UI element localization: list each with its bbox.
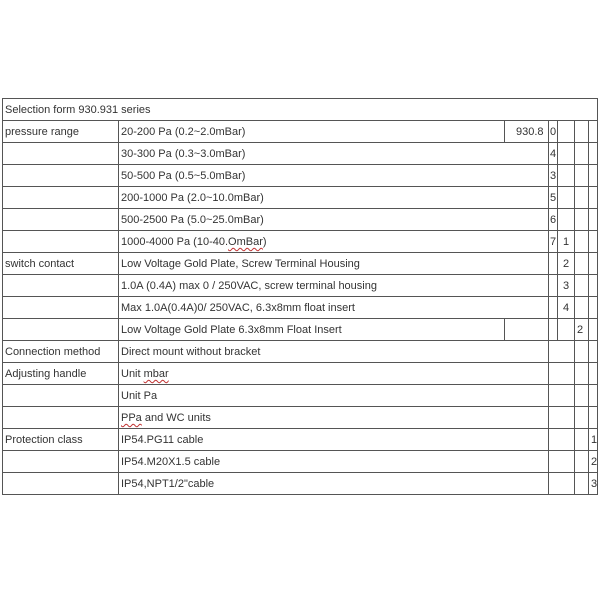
rule [2, 296, 598, 297]
option-cell: Low Voltage Gold Plate, Screw Terminal Housing [121, 258, 360, 270]
rule [2, 406, 598, 407]
rule [2, 450, 598, 451]
rule [2, 384, 598, 385]
option-cell [121, 411, 211, 425]
code-cell: 0 [550, 126, 557, 138]
option-cell: Low Voltage Gold Plate 6.3x8mm Float Insert [121, 324, 342, 336]
rule [2, 120, 598, 121]
category-protection-class: Protection class [5, 434, 83, 446]
rule [2, 230, 598, 231]
rule-top [2, 98, 598, 99]
option-cell: IP54.M20X1.5 cable [121, 456, 221, 468]
code-cell: 3 [591, 478, 598, 490]
option-cell: 1.0A (0.4A) max 0 / 250VAC, screw terminal housing [121, 280, 377, 292]
rule [2, 318, 598, 319]
code-cell: 3 [550, 170, 557, 182]
rule [2, 274, 598, 275]
rule [2, 472, 598, 473]
option-cell [121, 367, 169, 381]
rule [2, 142, 598, 143]
code-cell: 1 [563, 236, 570, 248]
spellcheck-word: OmBar [228, 236, 263, 248]
code-cell: 3 [563, 280, 570, 292]
option-text: 1000-4000 Pa (10-40. [121, 236, 229, 248]
code-cell: 4 [563, 302, 570, 314]
rule-category-divider [118, 120, 119, 495]
rule-prefix-divider [504, 120, 505, 142]
code-cell: 2 [591, 456, 598, 468]
rule-code-col-1 [548, 120, 549, 495]
spellcheck-word: mbar [143, 368, 169, 380]
code-cell: 4 [550, 148, 557, 160]
rule [2, 208, 598, 209]
category-pressure-range: pressure range [5, 126, 79, 138]
category-connection-method: Connection method [5, 346, 101, 358]
option-cell: Direct mount without bracket [121, 346, 261, 358]
option-cell: Max 1.0A(0.4A)0/ 250VAC, 6.3x8mm float insert [121, 302, 355, 314]
option-cell: IP54.PG11 cable [121, 434, 204, 446]
code-cell: 2 [577, 324, 584, 336]
model-prefix: 930.8 [516, 126, 544, 138]
option-cell: 500-2500 Pa (5.0~25.0mBar) [121, 214, 264, 226]
rule-code-col-3 [574, 120, 575, 495]
code-cell: 2 [563, 258, 570, 270]
spellcheck-word: PPa [121, 412, 142, 424]
option-cell: Unit Pa [121, 390, 158, 402]
rule [2, 164, 598, 165]
option-cell: 30-300 Pa (0.3~3.0mBar) [121, 148, 246, 160]
rule-code-col-2 [557, 120, 558, 340]
option-text: and WC units [141, 412, 211, 424]
rule [2, 362, 598, 363]
category-switch-contact: switch contact [5, 258, 75, 270]
option-cell: 20-200 Pa (0.2~2.0mBar) [121, 126, 246, 138]
code-cell: 6 [550, 214, 557, 226]
code-cell: 1 [591, 434, 598, 446]
option-cell [121, 235, 267, 249]
option-cell: 200-1000 Pa (2.0~10.0mBar) [121, 192, 264, 204]
table-title: Selection form 930.931 series [5, 104, 151, 116]
rule [2, 252, 598, 253]
option-cell: 50-500 Pa (0.5~5.0mBar) [121, 170, 246, 182]
code-cell: 7 [550, 236, 557, 248]
rule [504, 318, 505, 340]
rule-bottom [2, 494, 598, 495]
rule [2, 340, 598, 341]
rule [2, 186, 598, 187]
option-cell: IP54,NPT1/2"cable [121, 478, 215, 490]
rule-right [597, 98, 598, 495]
code-cell: 5 [550, 192, 557, 204]
rule [2, 428, 598, 429]
rule-left [2, 98, 3, 495]
selection-form-table [2, 98, 598, 495]
rule-code-col-4 [588, 120, 589, 495]
category-adjusting-handle: Adjusting handle [5, 368, 87, 380]
option-text: Unit [121, 368, 144, 380]
option-text: ) [262, 236, 267, 248]
